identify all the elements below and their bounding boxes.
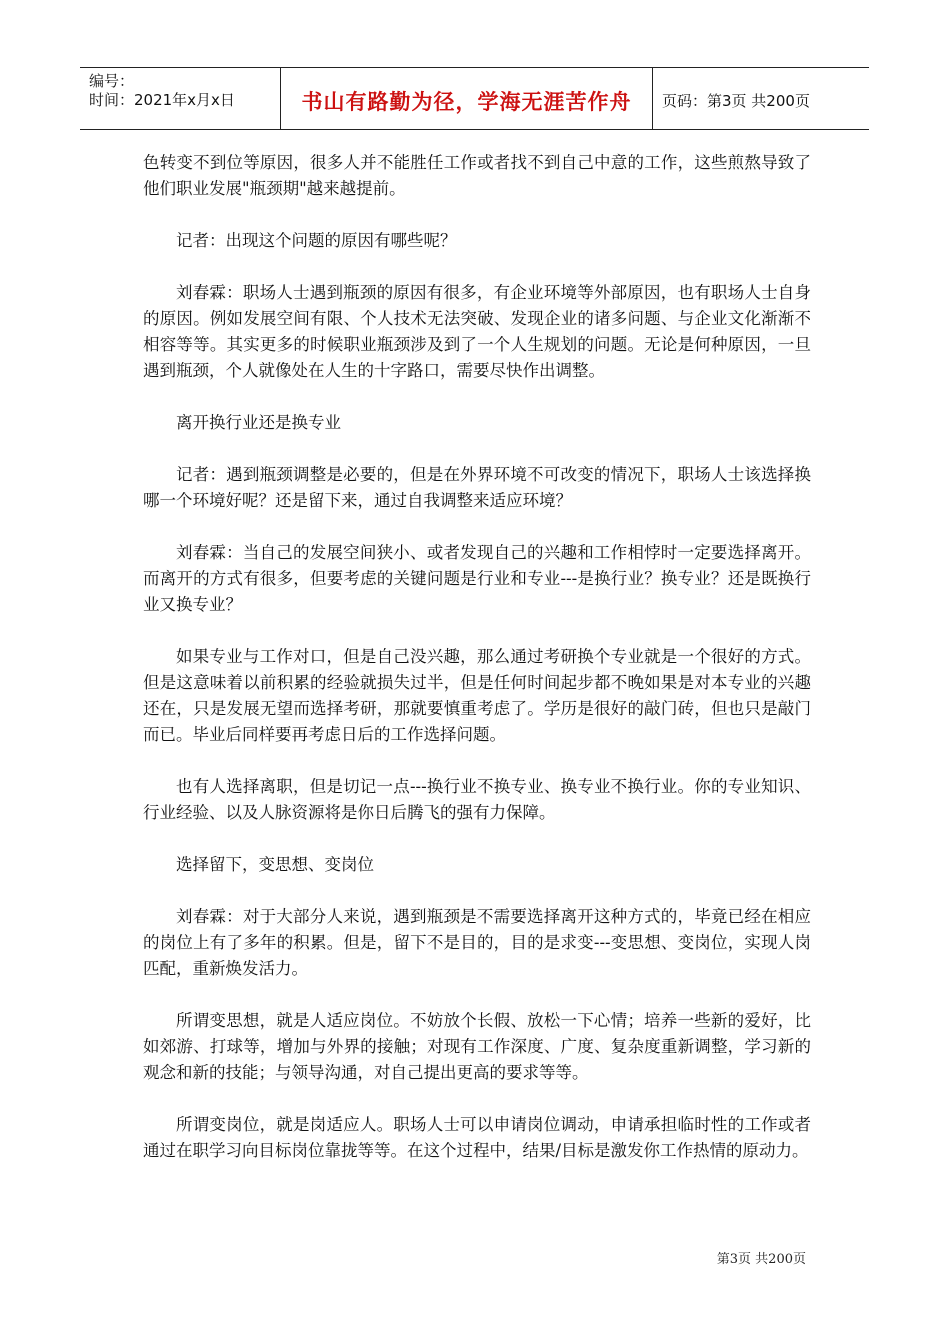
paragraph-continued: 色转变不到位等原因，很多人并不能胜任工作或者找不到自己中意的工作，这些煎熬导致了他们职业发展"瓶颈期"越来越提前。 [143,153,811,198]
page-number-label: 页码：第3页 共200页 [662,92,810,110]
paragraph-answer: 刘春霖：对于大部分人来说，遇到瓶颈是不需要选择离开这种方式的，毕竟已经在相应的岗位上有了多年的积累。但是，留下不是目的，目的是求变---变思想、变岗位，实现人岗匹配，重新焕发活力。 [143,907,811,978]
document-body [143,150,811,1190]
paragraph-answer: 刘春霖：当自己的发展空间狭小、或者发现自己的兴趣和工作相悖时一定要选择离开。而离开的方式有很多，但要考虑的关键问题是行业和专业---是换行业？换专业？还是既换行业又换专业？ [143,543,811,614]
header-table [80,67,869,130]
paragraph-body: 也有人选择离职，但是切记一点---换行业不换专业、换专业不换行业。你的专业知识、行业经验、以及人脉资源将是你日后腾飞的强有力保障。 [143,777,811,822]
section-heading: 选择留下，变思想、变岗位 [176,855,374,874]
paragraph-body: 所谓变思想，就是人适应岗位。不妨放个长假、放松一下心情；培养一些新的爱好，比如郊游、打球等，增加与外界的接触；对现有工作深度、广度、复杂度重新调整，学习新的观念和新的技能；与领导沟通，对自己提出更高的要求等等。 [143,1011,811,1082]
motto-text: 书山有路勤为径，学海无涯苦作舟 [301,89,632,114]
paragraph-answer: 刘春霖：职场人士遇到瓶颈的原因有很多，有企业环境等外部原因，也有职场人士自身的原因。例如发展空间有限、个人技术无法突破、发现企业的诸多问题、与企业文化渐渐不相容等等。其实更多的时候职业瓶颈涉及到了一个人生规划的问题。无论是何种原因，一旦遇到瓶颈，个人就像处在人生的十字路口，需要尽快作出调整。 [143,283,811,380]
paragraph-question: 记者：出现这个问题的原因有哪些呢？ [176,231,457,250]
header-info-cell [80,68,281,129]
number-label: 编号： [89,72,135,90]
paragraph-body: 如果专业与工作对口，但是自己没兴趣，那么通过考研换个专业就是一个很好的方式。但是这意味着以前积累的经验就损失过半，但是任何时间起步都不晚如果是对本专业的兴趣还在，只是发展无望而选择考研，那就要慎重考虑了。学历是很好的敲门砖，但也只是敲门而已。毕业后同样要再考虑日后的工作选择问题。 [143,647,811,744]
paragraph-question: 记者：遇到瓶颈调整是必要的，但是在外界环境不可改变的情况下，职场人士该选择换哪一个环境好呢？还是留下来，通过自我调整来适应环境？ [143,465,811,510]
page-footer: 第3页 共200页 [716,1252,806,1267]
paragraph-body: 所谓变岗位，就是岗适应人。职场人士可以申请岗位调动，申请承担临时性的工作或者通过在职学习向目标岗位靠拢等等。在这个过程中，结果/目标是激发你工作热情的原动力。 [143,1115,811,1160]
time-label: 时间：2021年x月x日 [89,91,235,109]
motto-cell [281,68,653,129]
page-number-cell [653,68,869,129]
section-heading: 离开换行业还是换专业 [176,413,341,432]
